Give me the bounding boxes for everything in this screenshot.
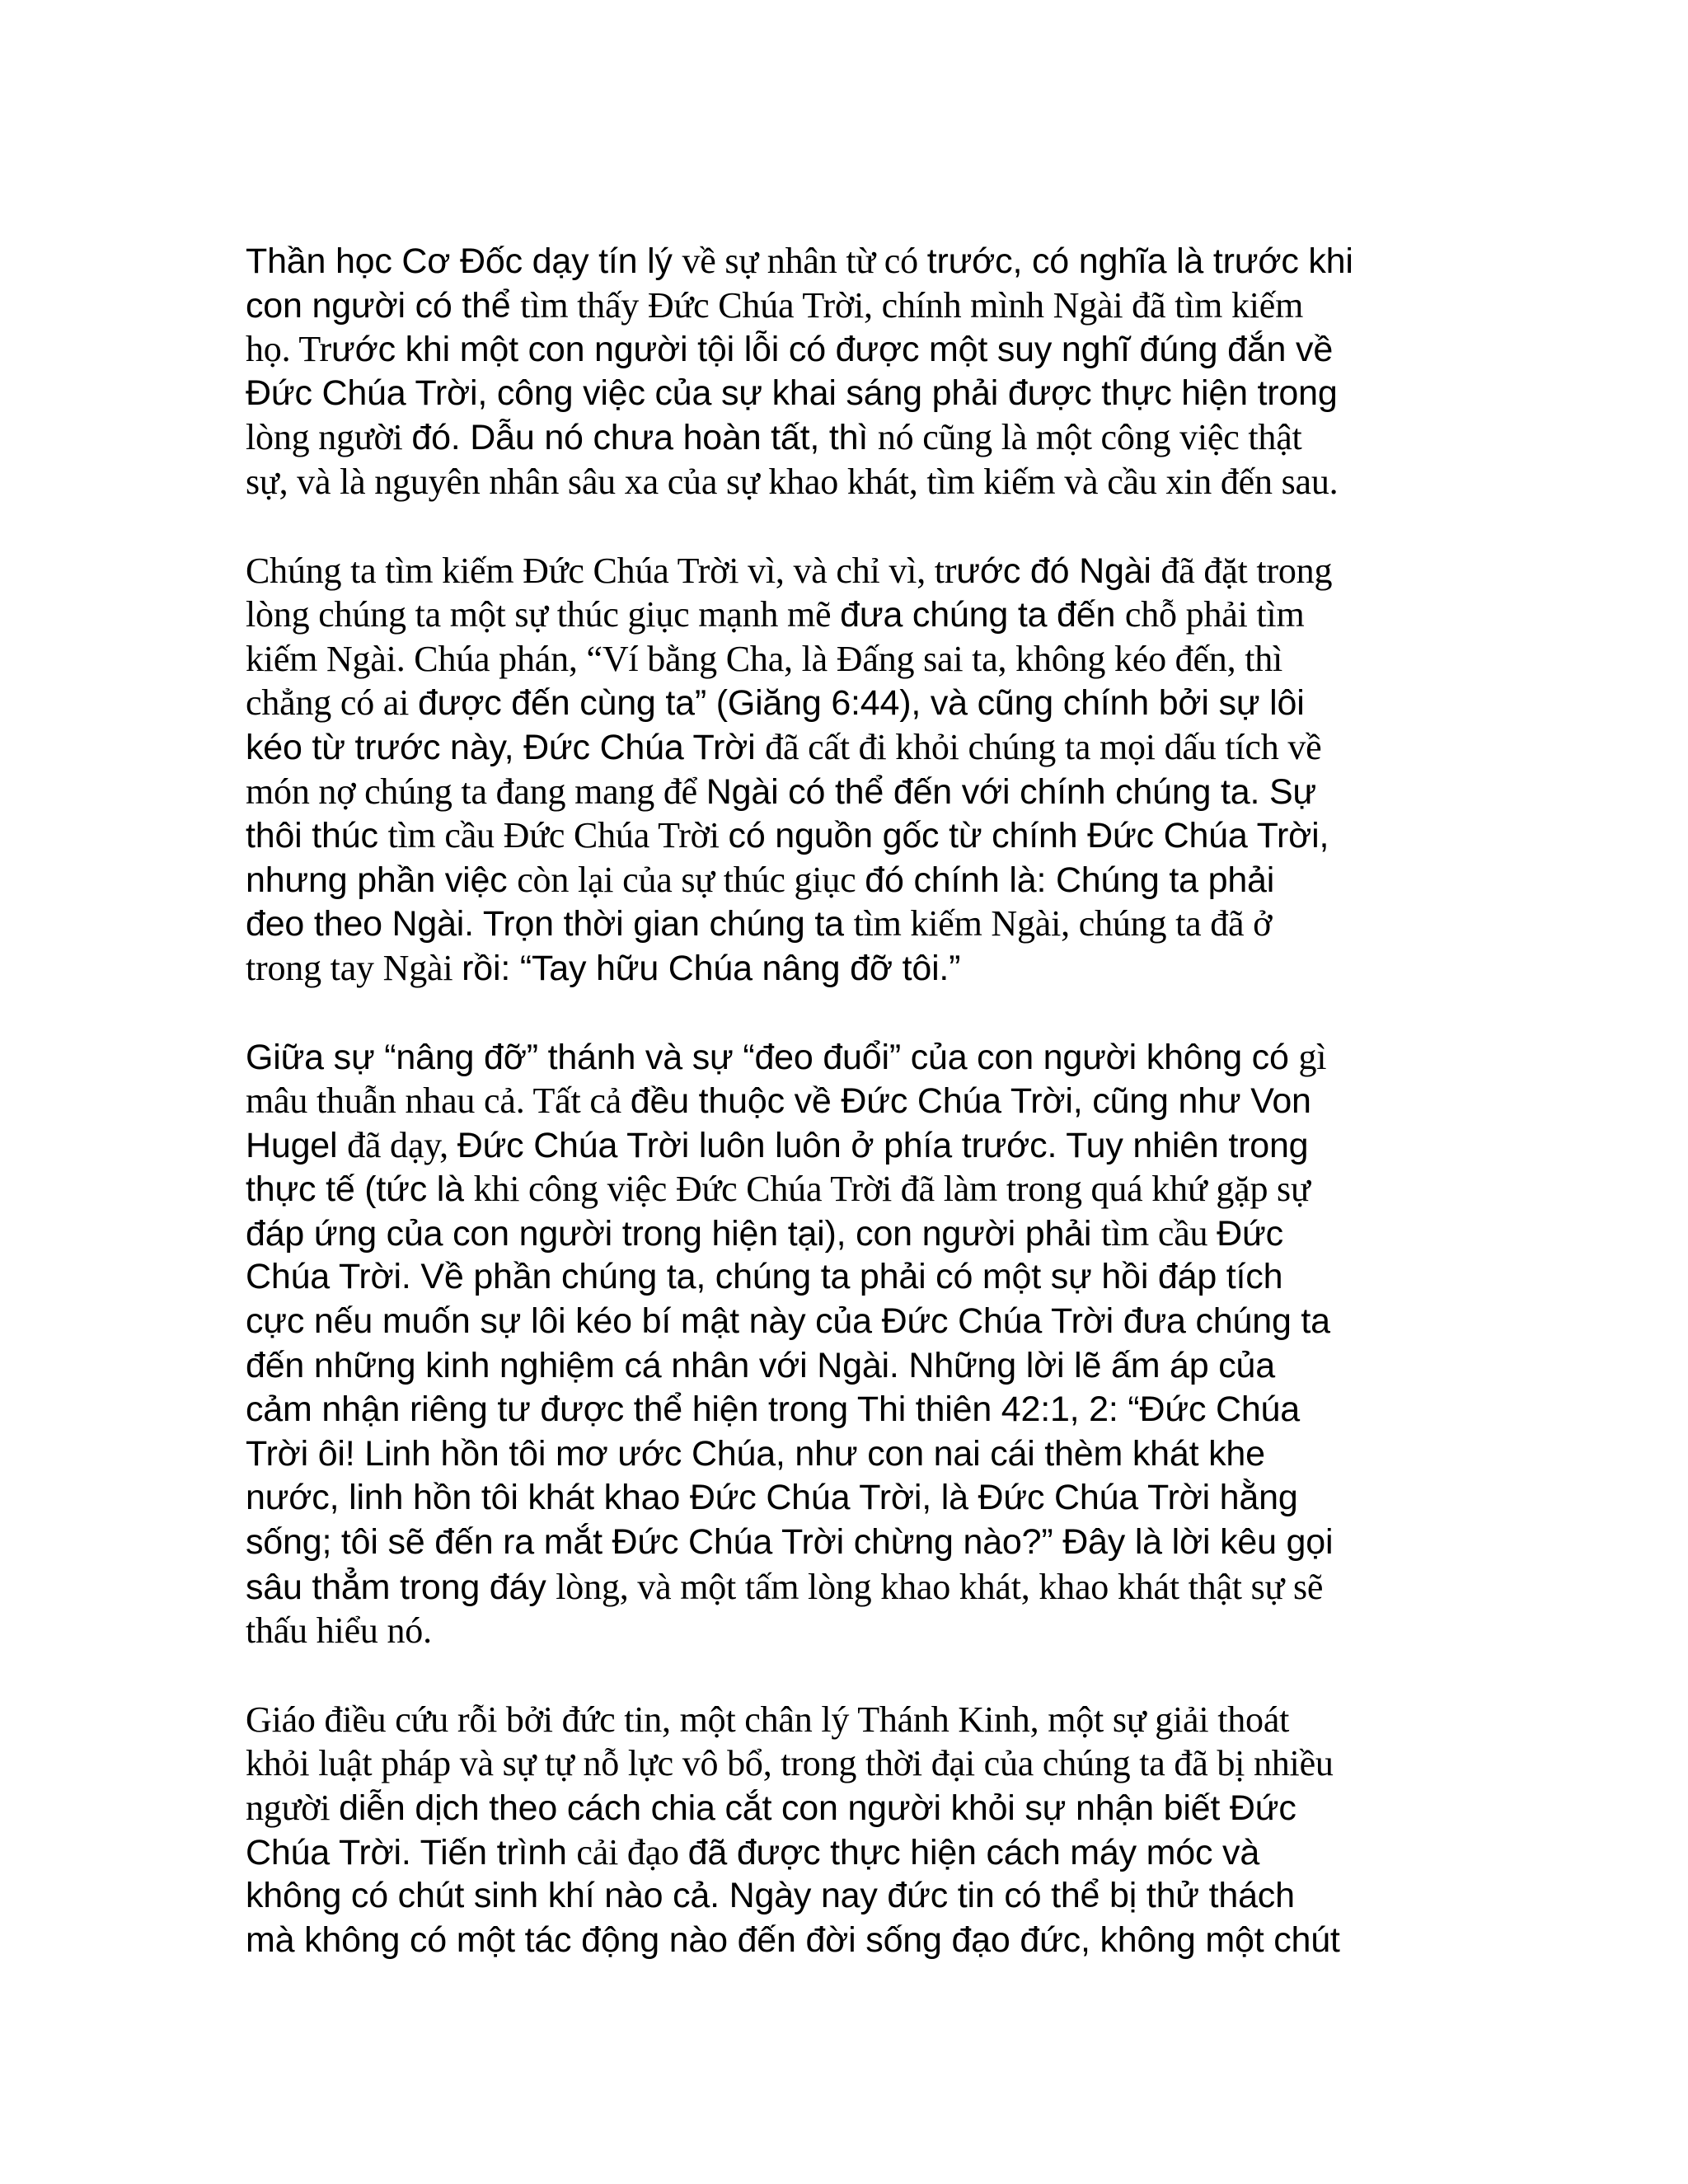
- text-run: con người có thể: [246, 285, 521, 326]
- text-line: [246, 239, 1449, 284]
- text-line: [246, 1698, 1449, 1742]
- text-run: chẳng có ai: [246, 682, 418, 724]
- text-line: [246, 1919, 1449, 1963]
- text-line: [246, 327, 1449, 372]
- text-run: khỏi luật pháp và sự tự nỗ lực vô bổ, trong thời đại của chúng ta đã bị nhiều: [246, 1743, 1334, 1784]
- text-line: [246, 1874, 1449, 1919]
- text-line: [246, 725, 1449, 770]
- text-line: [246, 770, 1449, 814]
- text-line: [246, 1255, 1449, 1300]
- text-run: kiếm Ngài. Chúa phán, “Ví bằng Cha, là Đấng sai ta, không kéo đến, thì: [246, 638, 1283, 679]
- text-run: Chúa Trời. Về phần chúng ta, chúng ta phải có một sự hồi đáp tích: [246, 1257, 1283, 1297]
- text-run: Chúa Trời. Tiến trình: [246, 1832, 577, 1872]
- text-run: nhưng phần việc: [246, 860, 518, 900]
- text-run: Giữa sự “nâng đỡ” thánh và sự “đeo đuổi” của con người không có: [246, 1037, 1299, 1077]
- text-run: kéo từ trước này, Đức Chúa Trời: [246, 727, 766, 767]
- text-run: nước, linh hồn tôi khát khao Đức Chúa Trời, là Đức Chúa Trời hằng: [246, 1478, 1298, 1518]
- text-run: có nguồn gốc từ chính Đức Chúa Trời,: [728, 816, 1329, 856]
- text-run: sâu thẳm trong đáy: [246, 1567, 556, 1607]
- text-run: tìm cầu Đức Chúa Trời: [387, 815, 729, 856]
- text-run: cực nếu muốn sự lôi kéo bí mật này của Đức Chúa Trời đưa chúng ta: [246, 1301, 1330, 1342]
- text-line: [246, 1521, 1449, 1565]
- text-line: [246, 1830, 1449, 1875]
- text-run: Đức Chúa Trời, công việc của sự khai sáng phải được thực hiện trong: [246, 373, 1338, 413]
- text-run: đã dạy,: [347, 1124, 457, 1165]
- text-line: [246, 681, 1449, 725]
- text-line: [246, 813, 1449, 858]
- text-line: [246, 1432, 1449, 1477]
- text-run: trước, có nghĩa là trước khi: [926, 241, 1353, 281]
- text-run: tìm cầu: [1100, 1212, 1217, 1254]
- text-run: ước đó Ngài: [956, 551, 1161, 591]
- paragraph: [246, 1035, 1449, 1653]
- text-run: đến những kinh nghiệm cá nhân với Ngài. Những lời lẽ ấm áp của: [246, 1345, 1275, 1385]
- text-run: đưa chúng ta đến: [840, 595, 1125, 635]
- text-run: đáp ứng của con người trong hiện tại), con người phải: [246, 1213, 1101, 1254]
- text-line: [246, 1167, 1449, 1212]
- text-line: [246, 902, 1449, 946]
- text-run: Hugel: [246, 1125, 348, 1165]
- text-run: đã được thực hiện cách máy móc và: [687, 1832, 1260, 1872]
- text-run: ước khi một con người tội lỗi có được một suy nghĩ đúng đắn về: [331, 330, 1334, 370]
- text-run: đeo theo Ngài. Trọn thời gian chúng ta: [246, 904, 854, 944]
- text-line: [246, 415, 1449, 460]
- text-run: gì: [1298, 1036, 1327, 1077]
- text-run: sự, và là nguyên nhân sâu xa của sự khao khát, tìm kiếm và cầu xin đến sau.: [246, 461, 1339, 502]
- text-run: diễn dịch theo cách chia cắt con người khỏi sự nhận biết Đức: [339, 1788, 1296, 1828]
- text-line: [246, 593, 1449, 637]
- text-line: [246, 1565, 1449, 1610]
- text-run: nó cũng là một công việc thật: [877, 417, 1302, 458]
- text-line: [246, 1476, 1449, 1521]
- text-run: Đức: [1217, 1213, 1283, 1254]
- text-run: Đức Chúa Trời luôn luôn ở phía trước. Tuy nhiên trong: [457, 1125, 1309, 1165]
- body-text: [246, 239, 1449, 2007]
- text-run: thấu hiểu nó.: [246, 1610, 432, 1652]
- text-run: trong tay Ngài: [246, 947, 462, 988]
- text-line: [246, 946, 1449, 991]
- text-run: còn lại của sự thúc giục: [517, 859, 865, 900]
- text-run: được đến cùng ta” (Giăng 6:44), và cũng chính bởi sự lôi: [417, 683, 1305, 724]
- paragraph: [246, 549, 1449, 991]
- text-line: [246, 1212, 1449, 1256]
- text-run: người: [246, 1788, 340, 1828]
- text-line: [246, 1741, 1449, 1786]
- text-run: sống; tôi sẽ đến ra mắt Đức Chúa Trời chừng nào?” Đây là lời kêu gọi: [246, 1522, 1334, 1563]
- text-run: lòng người: [246, 417, 412, 458]
- text-run: Thần học Cơ Đốc dạy tín lý: [246, 241, 682, 281]
- text-line: [246, 858, 1449, 902]
- text-line: [246, 1035, 1449, 1080]
- text-run: món nợ chúng ta đang mang để: [246, 771, 706, 812]
- text-run: về sự nhân từ có: [682, 241, 927, 281]
- text-run: chỗ phải tìm: [1124, 594, 1305, 635]
- text-run: đã đặt trong: [1160, 550, 1333, 591]
- text-run: đều thuộc về Đức Chúa Trời, cũng như Von: [630, 1081, 1311, 1122]
- text-run: khi công việc Đức Chúa Trời đã làm trong quá khứ gặp sự: [473, 1169, 1311, 1210]
- paragraph: [246, 239, 1449, 504]
- text-line: [246, 284, 1449, 328]
- text-run: lòng, và một tấm lòng khao khát, khao khát thật sự sẽ: [556, 1566, 1324, 1607]
- text-run: cải đạo: [576, 1831, 688, 1872]
- text-line: [246, 1079, 1449, 1123]
- text-run: thực tế (tức là: [246, 1169, 474, 1210]
- text-line: [246, 1388, 1449, 1432]
- text-run: rồi: “Tay hữu Chúa nâng đỡ tôi.”: [462, 948, 961, 988]
- text-line: [246, 1609, 1449, 1653]
- text-run: tìm thấy Đức Chúa Trời, chính mình Ngài đã tìm kiếm: [520, 284, 1304, 326]
- text-run: họ. Tr: [246, 329, 331, 370]
- text-run: Chúng ta tìm kiếm Đức Chúa Trời vì, và chỉ vì, tr: [246, 550, 957, 591]
- text-run: thôi thúc: [246, 816, 388, 856]
- text-run: đó chính là: Chúng ta phải: [865, 860, 1275, 900]
- text-line: [246, 637, 1449, 682]
- text-run: đã cất đi khỏi chúng ta mọi dấu tích về: [765, 726, 1322, 767]
- text-line: [246, 549, 1449, 593]
- text-run: không có chút sinh khí nào cả. Ngày nay đức tin có thể bị thử thách: [246, 1876, 1295, 1916]
- text-run: Giáo điều cứu rỗi bởi đức tin, một chân lý Thánh Kinh, một sự giải thoát: [246, 1699, 1290, 1740]
- text-line: [246, 372, 1449, 416]
- text-line: [246, 1123, 1449, 1168]
- text-run: cảm nhận riêng tư được thể hiện trong Thi thiên 42:1, 2: “Đức Chúa: [246, 1390, 1300, 1430]
- text-run: lòng chúng ta một sự thúc giục mạnh mẽ: [246, 594, 841, 635]
- text-line: [246, 1344, 1449, 1389]
- text-run: Trời ôi! Linh hồn tôi mơ ước Chúa, như con nai cái thèm khát khe: [246, 1433, 1265, 1474]
- text-run: tìm kiếm Ngài, chúng ta đã ở: [853, 903, 1273, 944]
- text-run: mâu thuẫn nhau cả. Tất cả: [246, 1080, 631, 1122]
- text-line: [246, 1786, 1449, 1830]
- text-run: Ngài có thể đến với chính chúng ta. Sự: [706, 771, 1317, 812]
- text-line: [246, 1300, 1449, 1344]
- text-line: [246, 460, 1449, 504]
- text-run: mà không có một tác động nào đến đời sống đạo đức, không một chút: [246, 1919, 1340, 1960]
- paragraph: [246, 1698, 1449, 1963]
- text-run: đó. Dẫu nó chưa hoàn tất, thì: [411, 418, 878, 458]
